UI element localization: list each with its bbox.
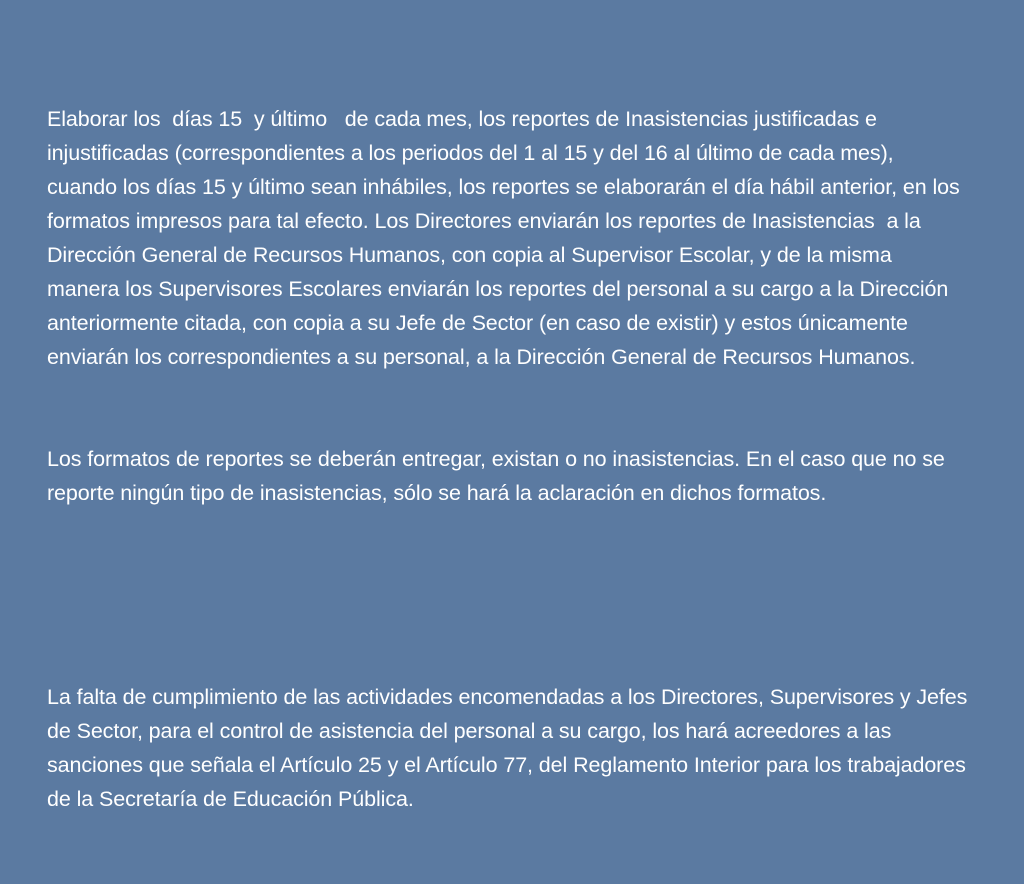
paragraph-report-formats: Los formatos de reportes se deberán entregar, existan o no inasistencias. En el caso que no se reporte ningún tipo de inasistencias, sólo se hará la aclaración en dichos formatos.	[47, 447, 951, 505]
paragraph-spacer	[47, 578, 968, 612]
slide-body-text	[47, 34, 974, 884]
paragraph-report-deadlines: Elaborar los días 15 y último de cada mes, los reportes de Inasistencias justificadas e injustificadas (correspondientes a los periodos del 1 al 15 y del 16 al último de cada mes), cuando los días 15 y último sean inhábiles, los reportes se elaborarán el día hábil anterior, en los formatos impresos para tal efecto. Los Directores enviarán los reportes de Inasistencias a la Dirección General de Recursos Humanos, con copia al Supervisor Escolar, y de la misma manera los Supervisores Escolares enviarán los reportes del personal a su cargo a la Dirección anteriormente citada, con copia a su Jefe de Sector (en caso de existir) y estos únicamente enviarán los correspondientes a su personal, a la Dirección General de Recursos Humanos.	[47, 107, 966, 369]
paragraph-sanctions: La falta de cumplimiento de las actividades encomendadas a los Directores, Supervisores y Jefes de Sector, para el control de asistencia del personal a su cargo, los hará acreedores a las sanciones que señala el Artículo 25 y el Artículo 77, del Reglamento Interior para los trabajadores de la Secretaría de Educación Pública.	[47, 685, 974, 811]
